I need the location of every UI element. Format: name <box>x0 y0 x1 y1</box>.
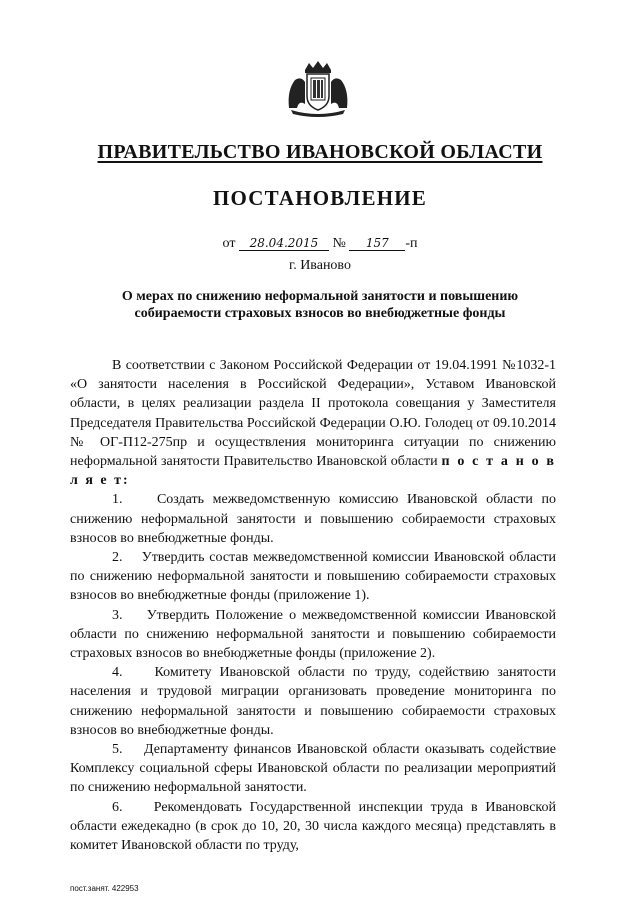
document-type: ПОСТАНОВЛЕНИЕ <box>212 186 428 210</box>
intro-paragraph <box>70 356 556 490</box>
item-text: Рекомендовать Государственной инспекции труда в Ивановской области ежедекадно (в срок до 10, 20, 30 числа каждого месяца) представлять в комитет Ивановской области по труду, <box>70 799 557 854</box>
city: г. Иваново <box>289 258 351 273</box>
item-number: 5. <box>112 742 123 758</box>
document-subject: О мерах по снижению неформальной занятости и повышению собираемости страховых взносов во внебюджетные фонды <box>121 289 519 321</box>
coat-of-arms-icon <box>283 60 353 118</box>
organization-title: ПРАВИТЕЛЬСТВО ИВАНОВСКОЙ ОБЛАСТИ <box>97 141 543 163</box>
item-text: Утвердить Положение о межведомственной комиссии Ивановской области по снижению неформальной занятости и повышению собираемости страховых взносов во внебюджетные фонды (приложение 2). <box>70 607 556 662</box>
list-item <box>70 606 556 664</box>
handwritten-number: 157 <box>349 236 405 251</box>
document-body <box>70 356 556 855</box>
resolves-keyword: п о с т а н о в л я е т: <box>70 454 556 489</box>
item-number: 6. <box>112 799 123 815</box>
intro-text: В соответствии с Законом Российской Федерации от 19.04.1991 №1032-1 «О занятости населения в Российской Федерации», Уставом Ивановской области, в целях реализации раздела II протокола совещания у Заместителя Председателя Правительства Российской Федерации О.Ю. Голодец от 09.10.2014 № ОГ-П12-275пр и осуществления мониторинга ситуации по снижению неформальной занятости Правительство Ивановской области <box>70 358 556 470</box>
item-number: 2. <box>112 550 123 566</box>
item-text: Утвердить состав межведомственной комиссии Ивановской области по снижению неформальной занятости и повышению собираемости страховых взносов во внебюджетные фонды (приложение 1). <box>70 550 556 604</box>
item-text: Департаменту финансов Ивановской области оказывать содействие Комплексу социальной сферы Ивановской области по реализации мероприятий по снижению неформальной занятости. <box>70 742 557 796</box>
number-suffix: -п <box>405 236 418 251</box>
item-number: 4. <box>112 665 123 681</box>
list-item <box>70 663 556 740</box>
number-label: № <box>332 236 346 251</box>
item-number: 3. <box>112 607 123 623</box>
list-item <box>70 740 556 798</box>
footer-reference: пост.занят. 422953 <box>70 884 139 893</box>
date-number-line <box>0 236 640 252</box>
item-text: Комитету Ивановской области по труду, содействию занятости населения и трудовой миграции организовать проведение мониторинга по снижению неформальной занятости и повышению собираемости страховых взносов во внебюджетные фонды. <box>70 665 557 738</box>
item-number: 1. <box>112 492 123 508</box>
list-item <box>70 798 556 856</box>
list-item <box>70 490 556 548</box>
list-item <box>70 548 556 606</box>
date-prefix: от <box>222 236 236 251</box>
handwritten-date: 28.04.2015 <box>239 236 329 251</box>
item-text: Создать межведомственную комиссию Ивановской области по снижению неформальной занятости и повышению собираемости страховых взносов во внебюджетные фонды. <box>70 492 557 546</box>
